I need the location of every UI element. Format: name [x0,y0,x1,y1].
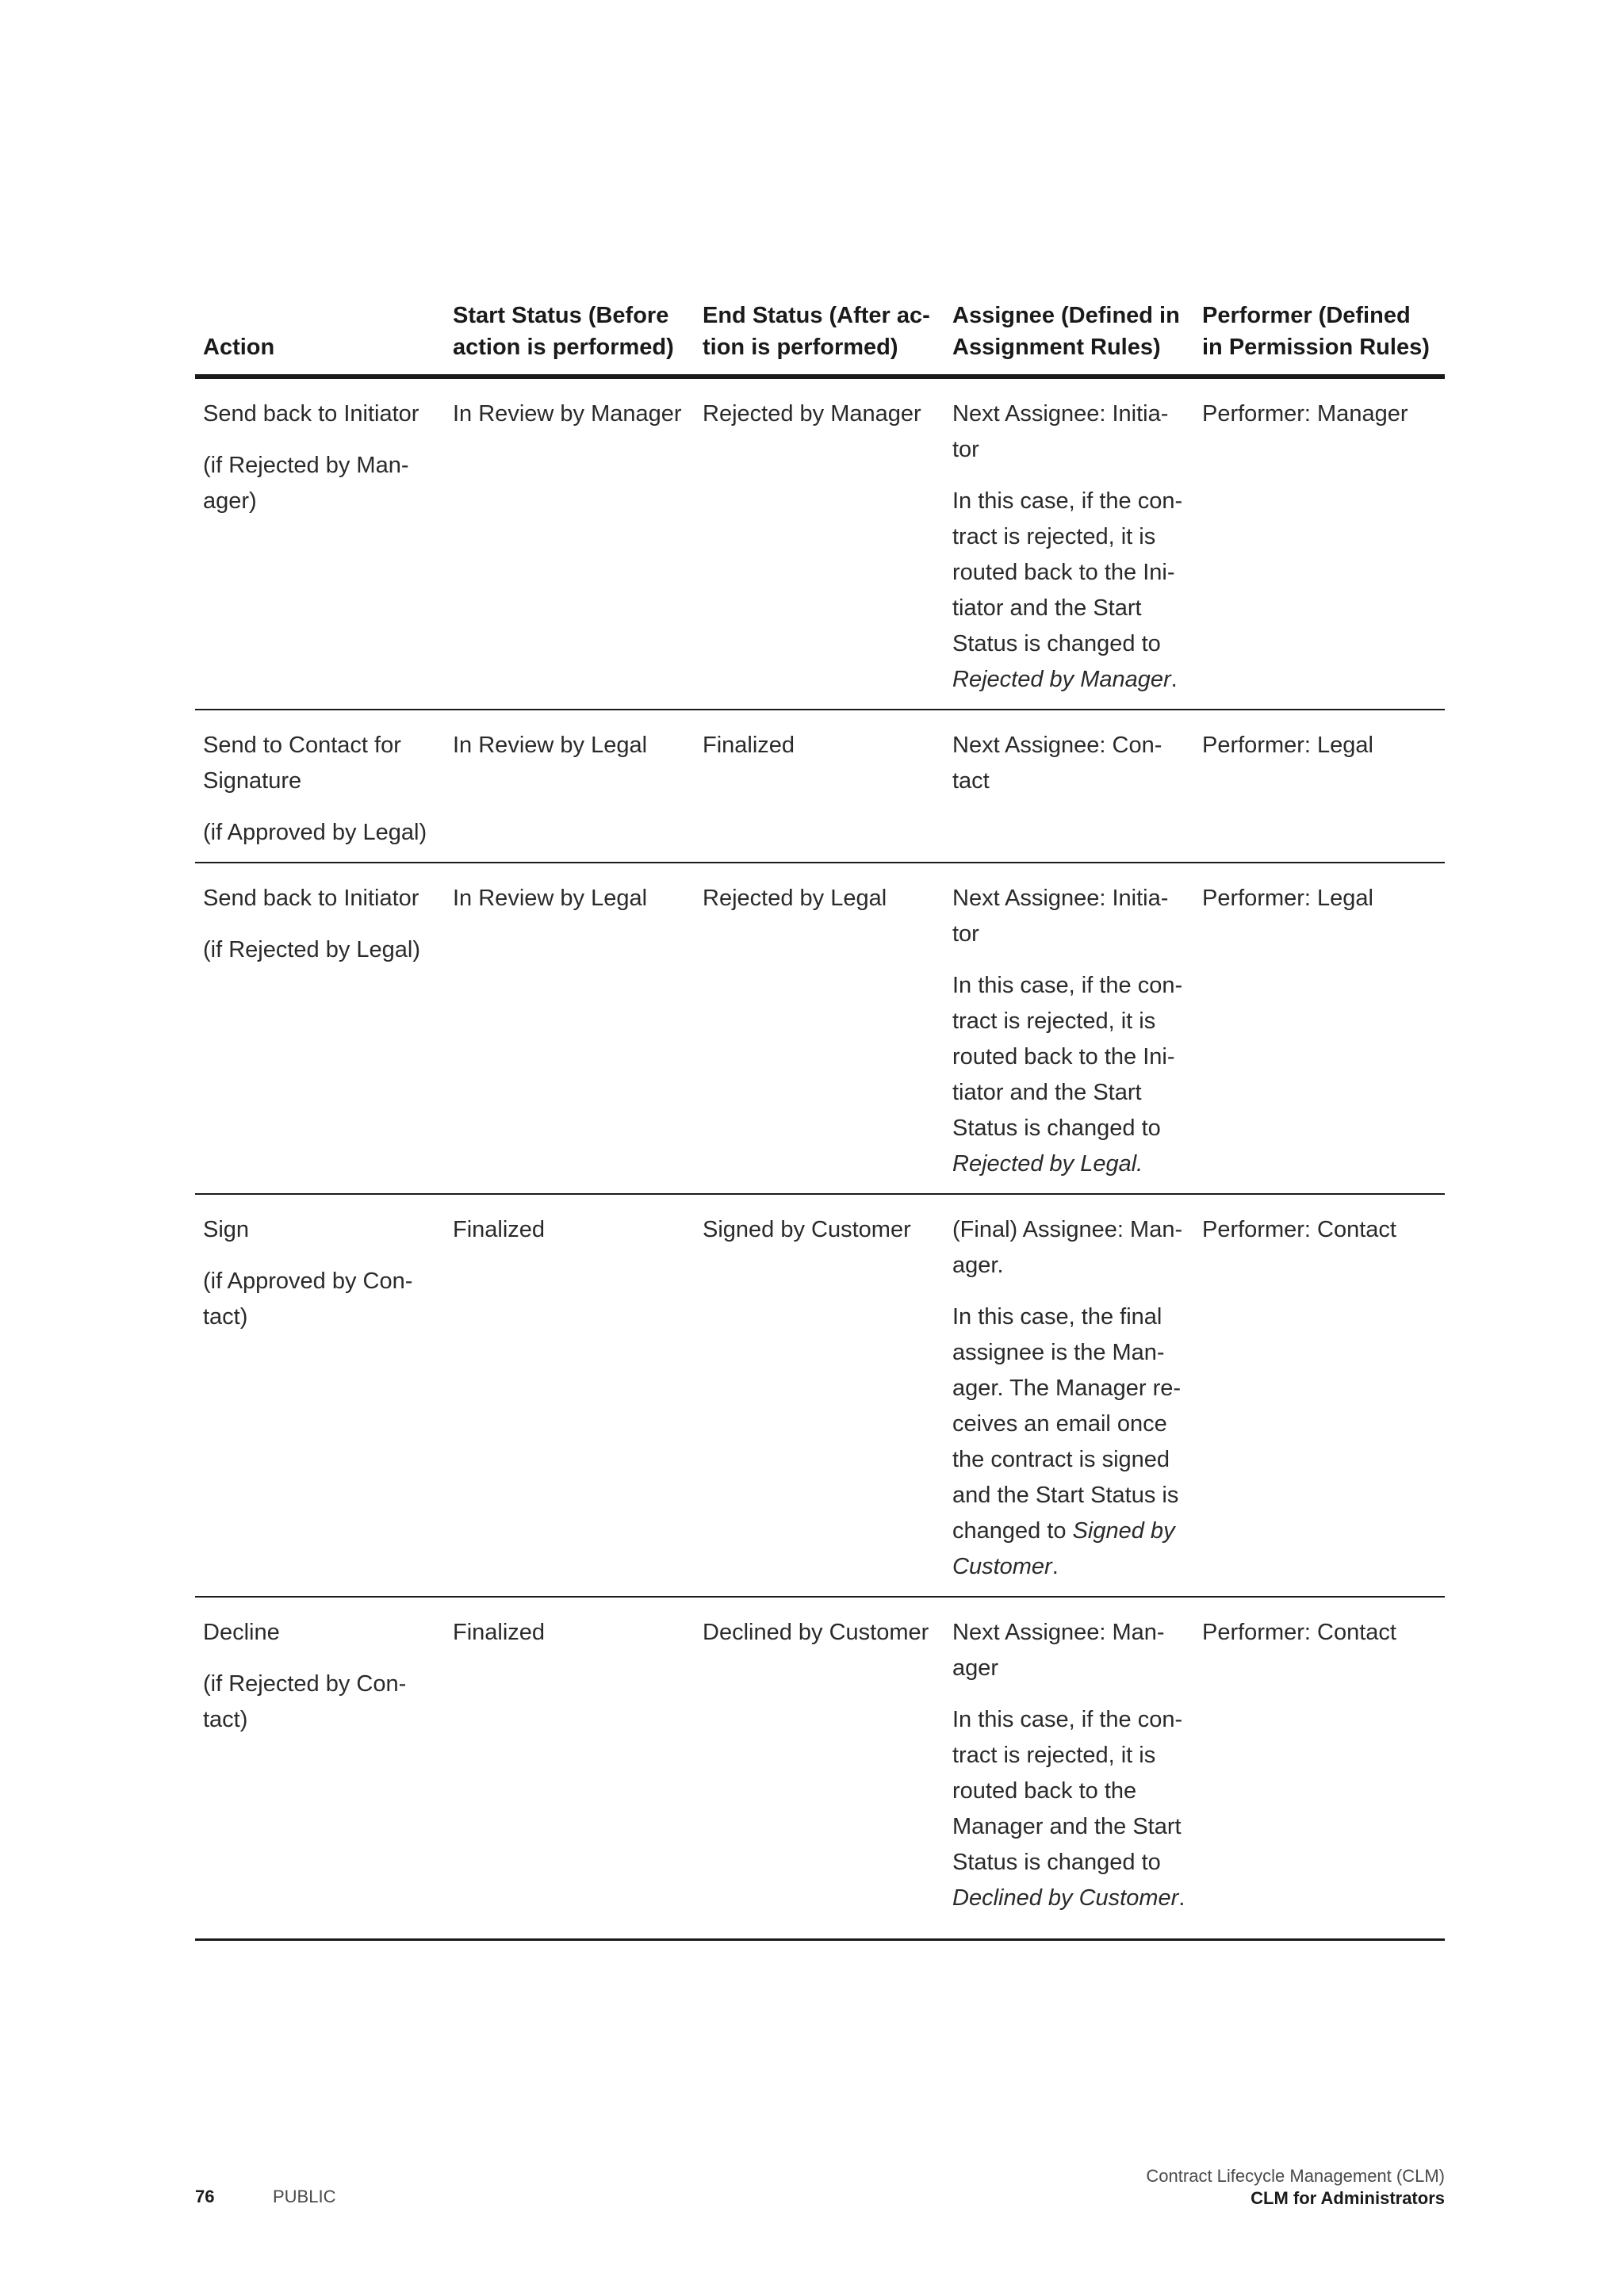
cell-assignee [944,710,1194,863]
cell-start-status: In Review by Legal [445,863,695,1194]
action-note: (if Rejected by Con-tact) [203,1671,407,1732]
cell-performer: Performer: Contact [1194,1194,1445,1597]
assignee-note [952,1299,1186,1585]
assignee-note [952,968,1186,1182]
table-header-row [195,300,1445,377]
cell-end-status: Rejected by Legal [695,863,944,1194]
cell-end-status: Finalized [695,710,944,863]
cell-action [195,710,445,863]
assignee-label: Next Assignee: Con-tact [952,733,1162,794]
classification-label: PUBLIC [273,2187,336,2206]
assignee-note-text: In this case, the final assignee is the Man-ager. The Manager re-ceives an email once the contract is signed and the Start Status is changed to [952,1304,1182,1544]
assignee-note-end: . [1178,1885,1185,1911]
table-row [195,1597,1445,1940]
assignee-label: (Final) Assignee: Man-ager. [952,1217,1183,1278]
header-start-status: Start Status (Before action is performed) [445,300,695,377]
assignee-note-text: In this case, if the con-tract is rejected, it is routed back to the Ini-tiator and the Start Status is changed to [952,973,1183,1141]
assignee-label: Next Assignee: Man-ager [952,1620,1165,1681]
header-action: Action [195,300,445,377]
cell-performer: Performer: Manager [1194,377,1445,710]
assignee-note-status: Declined by Customer [952,1885,1179,1911]
cell-performer: Performer: Legal [1194,710,1445,863]
page-number: 76 [195,2187,215,2206]
cell-assignee [944,1597,1194,1940]
workflow-actions-table [195,300,1445,1941]
footer-doc-section: CLM for Administrators [1251,2188,1445,2208]
action-label: Send back to Initiator [203,886,419,911]
cell-end-status: Signed by Customer [695,1194,944,1597]
cell-assignee [944,863,1194,1194]
assignee-note-status: Rejected by Manager [952,667,1171,692]
table-row [195,1194,1445,1597]
action-label: Decline [203,1620,280,1645]
assignee-label: Next Assignee: Initia-tor [952,886,1169,947]
cell-start-status: In Review by Manager [445,377,695,710]
cell-action [195,863,445,1194]
header-assignee: Assignee (Defined in Assignment Rules) [944,300,1194,377]
footer-document-info [1146,2165,1445,2210]
assignee-note [952,1702,1186,1916]
assignee-note [952,484,1186,698]
cell-start-status: Finalized [445,1597,695,1940]
action-note: (if Approved by Legal) [203,820,427,845]
assignee-note-status: Rejected by Legal. [952,1151,1143,1177]
cell-action [195,377,445,710]
table-row [195,377,1445,710]
table-row [195,863,1445,1194]
cell-action [195,1194,445,1597]
footer-doc-title: Contract Lifecycle Management (CLM) [1146,2166,1445,2186]
table-row [195,710,1445,863]
action-label: Send back to Initiator [203,401,419,427]
cell-performer: Performer: Contact [1194,1597,1445,1940]
cell-action [195,1597,445,1940]
cell-assignee [944,1194,1194,1597]
action-label: Sign [203,1217,250,1242]
action-note: (if Approved by Con-tact) [203,1269,413,1330]
header-performer: Performer (Defined in Permission Rules) [1194,300,1445,377]
cell-assignee [944,377,1194,710]
cell-start-status: Finalized [445,1194,695,1597]
assignee-note-end: . [1170,667,1178,692]
cell-end-status: Declined by Customer [695,1597,944,1940]
assignee-label: Next Assignee: Initia-tor [952,401,1169,462]
cell-end-status: Rejected by Manager [695,377,944,710]
assignee-note-status: Signed by Customer [952,1518,1175,1579]
assignee-note-text: In this case, if the con-tract is rejected, it is routed back to the Manager and the Start Status is changed to [952,1707,1183,1875]
header-end-status: End Status (After ac-tion is performed) [695,300,944,377]
assignee-note-text: In this case, if the con-tract is rejected, it is routed back to the Ini-tiator and the Start Status is changed to [952,488,1183,656]
assignee-note-end: . [1051,1554,1059,1579]
action-note: (if Rejected by Legal) [203,937,421,962]
cell-performer: Performer: Legal [1194,863,1445,1194]
cell-start-status: In Review by Legal [445,710,695,863]
action-label: Send to Contact for Signature [203,733,401,794]
action-note: (if Rejected by Man-ager) [203,453,409,514]
